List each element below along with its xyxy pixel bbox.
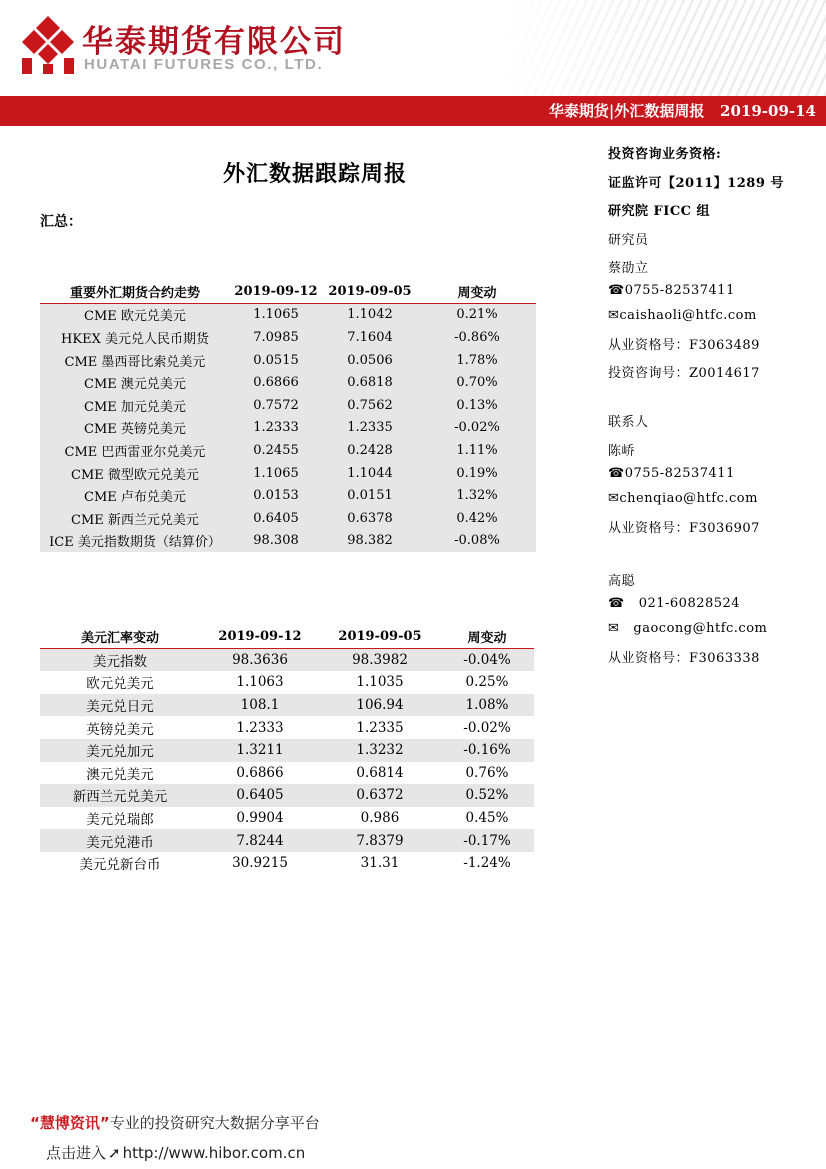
footer-enter-label: 点击进入 — [46, 1144, 107, 1162]
table-cell: 7.8244 — [200, 829, 320, 852]
table-cell: 31.31 — [360, 855, 400, 872]
contact1-email[interactable] — [608, 491, 758, 506]
contact1-phone — [608, 466, 735, 481]
table-row — [40, 530, 536, 553]
table-cell: 1.1044 — [322, 462, 418, 485]
researcher-consult-number: 投资咨询号：Z0014617 — [608, 366, 760, 381]
table-cell: 0.9904 — [236, 810, 284, 827]
table-row — [40, 739, 534, 762]
table-cell: 98.3982 — [320, 648, 440, 671]
row-label: HKEX 美元兑人民币期货 — [40, 326, 230, 349]
email-address[interactable]: chenqiao@htfc.com — [619, 491, 758, 506]
table-cell: 7.1604 — [322, 326, 418, 349]
footer-link-row[interactable] — [46, 1142, 305, 1163]
qualification-title: 投资咨询业务资格: — [608, 147, 722, 162]
usd-rates-table — [40, 625, 534, 875]
row-label: CME 巴西雷亚尔兑美元 — [40, 439, 230, 462]
table-cell: 1.3211 — [200, 739, 320, 762]
phone-number: 0755-82537411 — [624, 466, 735, 481]
table-cell: 1.78% — [418, 349, 536, 372]
footer-brand: “慧博资讯” — [30, 1114, 110, 1132]
table-cell: 1.08% — [440, 694, 534, 717]
contact1-name: 陈峤 — [608, 444, 636, 459]
futures-table-header — [40, 280, 536, 303]
row-label: CME 卢布兑美元 — [40, 484, 230, 507]
table-cell: 0.2428 — [322, 439, 418, 462]
table-row — [40, 671, 534, 694]
table-cell: 0.19% — [418, 462, 536, 485]
table-cell: 0.7562 — [322, 394, 418, 417]
table-cell: -0.16% — [440, 739, 534, 762]
huatai-logo-icon — [20, 14, 76, 76]
table-cell: -0.02% — [418, 417, 536, 440]
table-cell: 1.3232 — [320, 739, 440, 762]
footer-slogan-text: 专业的投资研究大数据分享平台 — [109, 1114, 320, 1132]
table-row — [40, 349, 536, 372]
table-row — [40, 716, 534, 739]
table-cell: 0.52% — [440, 784, 534, 807]
table-cell: 1.2333 — [236, 719, 284, 736]
table-cell: 0.0506 — [322, 349, 418, 372]
table-row — [40, 507, 536, 530]
row-label: 美元兑瑞郎 — [86, 812, 154, 829]
table-cell: -1.24% — [463, 855, 511, 872]
row-label: 美元指数 — [40, 648, 200, 671]
table-row — [40, 829, 534, 852]
table-cell: 0.45% — [465, 810, 509, 827]
column-header: 周变动 — [440, 625, 534, 648]
table-cell: 98.382 — [322, 530, 418, 553]
table-row — [40, 371, 536, 394]
table-cell: 0.0515 — [230, 349, 322, 372]
table-cell: 0.7572 — [230, 394, 322, 417]
column-header: 重要外汇期货合约走势 — [40, 280, 230, 303]
table-cell: 106.94 — [320, 694, 440, 717]
table-row — [40, 462, 536, 485]
table-cell: 0.0153 — [230, 484, 322, 507]
phone-icon: ☎ — [608, 596, 625, 611]
table-cell: 0.42% — [418, 507, 536, 530]
column-header: 美元汇率变动 — [40, 625, 200, 648]
table-cell: 1.1035 — [356, 674, 404, 691]
table-cell: 108.1 — [200, 694, 320, 717]
row-label: 欧元兑美元 — [86, 676, 154, 693]
header-bar — [0, 96, 826, 126]
table-cell: 1.1042 — [322, 303, 418, 326]
table-cell: 0.6372 — [320, 784, 440, 807]
column-header: 周变动 — [418, 280, 536, 303]
header-decoration — [500, 0, 826, 96]
contact2-phone — [608, 596, 740, 611]
table-cell: 1.1065 — [230, 462, 322, 485]
table-cell: 1.2335 — [322, 417, 418, 440]
table-row — [40, 394, 536, 417]
table-row — [40, 807, 534, 830]
table-cell: 0.21% — [418, 303, 536, 326]
phone-icon: ☎ — [608, 466, 625, 481]
row-label: 美元兑日元 — [40, 694, 200, 717]
table-row — [40, 484, 536, 507]
footer-slogan — [30, 1112, 320, 1133]
phone-icon: ☎ — [608, 283, 625, 298]
table-cell: 1.1065 — [230, 303, 322, 326]
contact2-name: 高聪 — [608, 574, 636, 589]
table-row — [40, 648, 534, 671]
table-cell: 0.6814 — [356, 764, 404, 781]
researcher-phone — [608, 283, 735, 298]
table-cell: 0.2455 — [230, 439, 322, 462]
table-row — [40, 852, 534, 875]
phone-number: 021-60828524 — [638, 596, 741, 611]
column-header: 2019-09-05 — [322, 280, 418, 303]
table-cell: 1.2335 — [356, 719, 404, 736]
column-header: 2019-09-12 — [200, 625, 320, 648]
table-cell: 30.9215 — [232, 855, 288, 872]
row-label: CME 墨西哥比索兑美元 — [40, 349, 230, 372]
company-name-en: HUATAI FUTURES CO., LTD. — [84, 56, 324, 73]
table-row — [40, 784, 534, 807]
table-row — [40, 303, 536, 326]
mail-icon: ✉ — [608, 621, 620, 636]
table-cell: 0.6866 — [236, 764, 284, 781]
table-cell: 0.6378 — [322, 507, 418, 530]
table-cell: 98.3636 — [200, 648, 320, 671]
table-cell: -0.86% — [418, 326, 536, 349]
report-title: 外汇数据跟踪周报 — [222, 161, 407, 187]
table-cell: -0.02% — [463, 719, 511, 736]
license-number: 证监许可【2011】1289 号 — [608, 176, 784, 191]
table-cell: 0.6405 — [230, 507, 322, 530]
table-cell: 1.11% — [418, 439, 536, 462]
table-cell: 7.8379 — [320, 829, 440, 852]
row-label: 美元兑港币 — [40, 829, 200, 852]
table-cell: -0.04% — [440, 648, 534, 671]
contact1-cert: 从业资格号：F3036907 — [608, 521, 760, 536]
contact-label: 联系人 — [608, 415, 649, 430]
row-label: 美元兑加元 — [40, 739, 200, 762]
column-header: 2019-09-05 — [320, 625, 440, 648]
row-label: CME 新西兰元兑美元 — [40, 507, 230, 530]
researcher-label: 研究员 — [608, 233, 649, 248]
researcher-name: 蔡劭立 — [608, 261, 649, 276]
email-address[interactable]: caishaoli@htfc.com — [619, 308, 757, 323]
column-header: 2019-09-12 — [230, 280, 322, 303]
header-bar-text: 华泰期货|外汇数据周报 2019-09-14 — [548, 102, 816, 120]
table-cell: 0.13% — [418, 394, 536, 417]
table-cell: 1.1063 — [236, 674, 284, 691]
table-cell: 1.32% — [418, 484, 536, 507]
contact2-email[interactable] — [608, 621, 767, 636]
table-row — [40, 326, 536, 349]
table-row — [40, 694, 534, 717]
futures-table — [40, 280, 536, 552]
table-cell: 0.6818 — [322, 371, 418, 394]
row-label: 澳元兑美元 — [86, 766, 154, 783]
table-cell: 0.6405 — [200, 784, 320, 807]
row-label: 新西兰元兑美元 — [40, 784, 200, 807]
row-label: CME 欧元兑美元 — [40, 303, 230, 326]
table-cell: 98.308 — [230, 530, 322, 553]
table-cell: 7.0985 — [230, 326, 322, 349]
team-name: 研究院 FICC 组 — [608, 204, 711, 219]
table-cell: 0.25% — [465, 674, 509, 691]
row-label: 英镑兑美元 — [86, 721, 154, 738]
researcher-email[interactable] — [608, 308, 757, 323]
summary-label: 汇总： — [40, 214, 82, 230]
row-label: CME 微型欧元兑美元 — [40, 462, 230, 485]
table-cell: 0.986 — [360, 810, 400, 827]
table-cell: 1.2333 — [230, 417, 322, 440]
contact2-cert: 从业资格号：F3063338 — [608, 651, 760, 666]
cursor-icon: ➚ — [108, 1144, 121, 1162]
usd-table-header — [40, 625, 534, 648]
table-cell: 0.0151 — [322, 484, 418, 507]
table-cell: 0.6866 — [230, 371, 322, 394]
company-name-cn: 华泰期货有限公司 — [82, 24, 346, 60]
mail-icon: ✉ — [608, 491, 620, 506]
row-label: 美元兑新台币 — [79, 857, 161, 874]
table-row — [40, 762, 534, 785]
table-row — [40, 439, 536, 462]
row-label: ICE 美元指数期货（结算价） — [40, 530, 230, 553]
table-row — [40, 417, 536, 440]
table-cell: -0.17% — [440, 829, 534, 852]
mail-icon: ✉ — [608, 308, 620, 323]
row-label: CME 英镑兑美元 — [40, 417, 230, 440]
table-cell: 0.76% — [465, 764, 509, 781]
row-label: CME 加元兑美元 — [40, 394, 230, 417]
row-label: CME 澳元兑美元 — [40, 371, 230, 394]
table-cell: 0.70% — [418, 371, 536, 394]
phone-number: 0755-82537411 — [624, 283, 735, 298]
footer-url-link[interactable]: http://www.hibor.com.cn — [122, 1144, 306, 1162]
researcher-cert: 从业资格号：F3063489 — [608, 338, 760, 353]
table-cell: -0.08% — [418, 530, 536, 553]
email-address[interactable]: gaocong@htfc.com — [633, 621, 768, 636]
